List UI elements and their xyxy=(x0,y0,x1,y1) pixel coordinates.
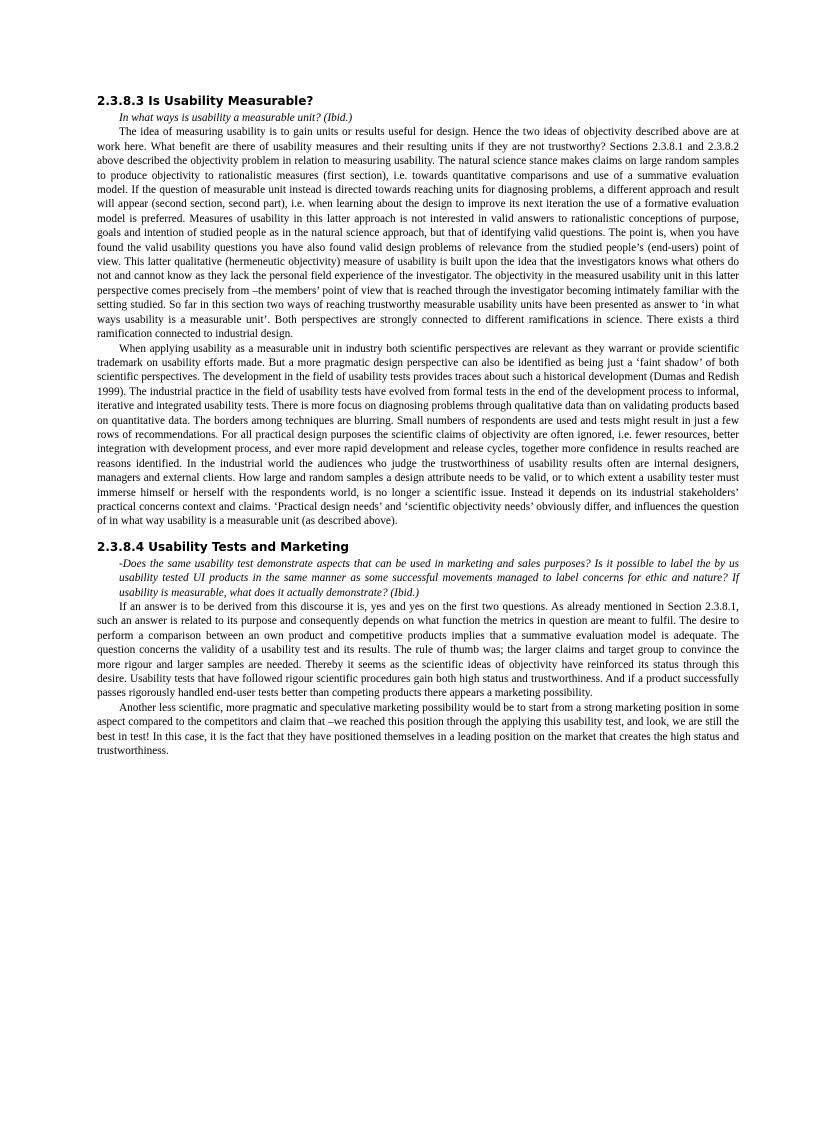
section-heading-usability-measurable: 2.3.8.3 Is Usability Measurable? xyxy=(97,94,314,108)
body-paragraph: Another less scientific, more pragmatic and speculative marketing possibility would be to start from a strong marketing position in some aspect compared to the competitors and claim that –we reached this position through the applying this usability test, and look, we are still the best in test! In this case, it is the fact that they have positioned themselves in a leading position on the market that creates the high status and trustworthiness. xyxy=(97,701,739,758)
document-page xyxy=(97,93,739,758)
body-paragraph: The idea of measuring usability is to gain units or results useful for design. Hence the two ideas of objectivity described above are at work here. What benefit are there of usability measures and their resulting units if they are not trustworthy? Sections 2.3.8.1 and 2.3.8.2 above described the objectivity problem in relation to measuring usability. The natural science stance makes claims on large random samples to produce objectivity to rationalistic measures (first section), i.e. towards quantitative comparisons and use of a summative evaluation model. If the question of measurable unit instead is directed towards reaching units for diagnosing problems, a different approach and result will appear (second section, second part), i.e. when learning about the design to improve its next iteration the use of a formative evaluation model is preferred. Measures of usability in this latter approach is not interested in valid answers to rationalistic conceptions of purpose, goals and intention of studied people as in the natural science approach, but that of identifying valid questions. The point is, when you have found the valid usability questions you have also found valid design problems of relevance from the studied people’s (end-users) point of view. This latter qualitative (hermeneutic objectivity) measure of usability is built upon the idea that the investigators knows what others do not and cannot know as they lack the personal field experience of the investigator. The objectivity in the measured usability unit in this latter perspective comes precisely from –the members’ point of view that is reached through the investigator becoming intimately familiar with the setting studied. So far in this section two ways of reaching trustworthy measurable usability units have been presented as answer to ‘in what ways usability is a measurable unit’. Both perspectives are strongly connected to different ramifications in science. There exists a third ramification connected to industrial design. xyxy=(97,126,739,341)
body-paragraph: When applying usability as a measurable unit in industry both scientific perspectives are relevant as they warrant or provide scientific trademark on usability efforts made. But a more pragmatic design perspective can also be identified as being just a ‘faint shadow’ of both scientific perspectives. The development in the field of usability tests provides traces about such a historical development (Dumas and Redish 1999). The industrial practice in the field of usability tests have evolved from formal tests in the end of the development process to informal, iterative and integrated usability tests. There is more focus on diagnosing problems through qualitative data than on validating products based on quantitative data. The borders among techniques are blurring. Small numbers of respondents are used and tests might result in just a few rows of recommendations. For all practical design purposes the scientific claims of objectivity are often ignored, i.e. fewer resources, better integration with development process, and ever more rapid development and release cycles, together more confidence in results reached are reasons identified. In the industrial world the audiences who judge the trustworthiness of usability results often are internal designers, managers and external clients. How large and random samples a design attribute needs to be valid, or to which extent a usability tester must immerse himself or herself with the respondents world, is no longer a scientific issue. Instead it depends on its industrial stakeholders’ practical concerns context and claims. ‘Practical design needs’ and ‘scientific objectivity needs’ obviously differ, and influences the question of in what way usability is a measurable unit (as described above). xyxy=(97,342,739,528)
section-question: -Does the same usability test demonstrate aspects that can be used in marketing and sales purposes? Is it possible to label the by us usability tested UI products in the same manner as some successful movements managed to label concerns for ethic and nature? If usability is measurable, what does it actually demonstrate? (Ibid.) xyxy=(119,557,739,599)
section-question: In what ways is usability a measurable unit? (Ibid.) xyxy=(119,112,353,124)
body-paragraph: If an answer is to be derived from this discourse it is, yes and yes on the first two questions. As already mentioned in Section 2.3.8.1, such an answer is related to its purpose and consequently depends on what function the metrics in question are meant to fulfil. The desire to perform a comparison between an own product and competitive products implies that a summative evaluation model is adequate. The question concerns the validity of a usability test and its results. The rule of thumb was; the larger claims and target group to convince the more rigour and larger samples are needed. Thereby it seems as the scientific ideas of objectivity have reinforced its status through this desire. Usability tests that have followed rigour scientific procedures gain both high status and trustworthiness. And if a product successfully passes rigorously handled end-user tests better than competing products there appears a marketing possibility. xyxy=(97,601,739,700)
section-heading-usability-tests-marketing: 2.3.8.4 Usability Tests and Marketing xyxy=(97,539,349,554)
